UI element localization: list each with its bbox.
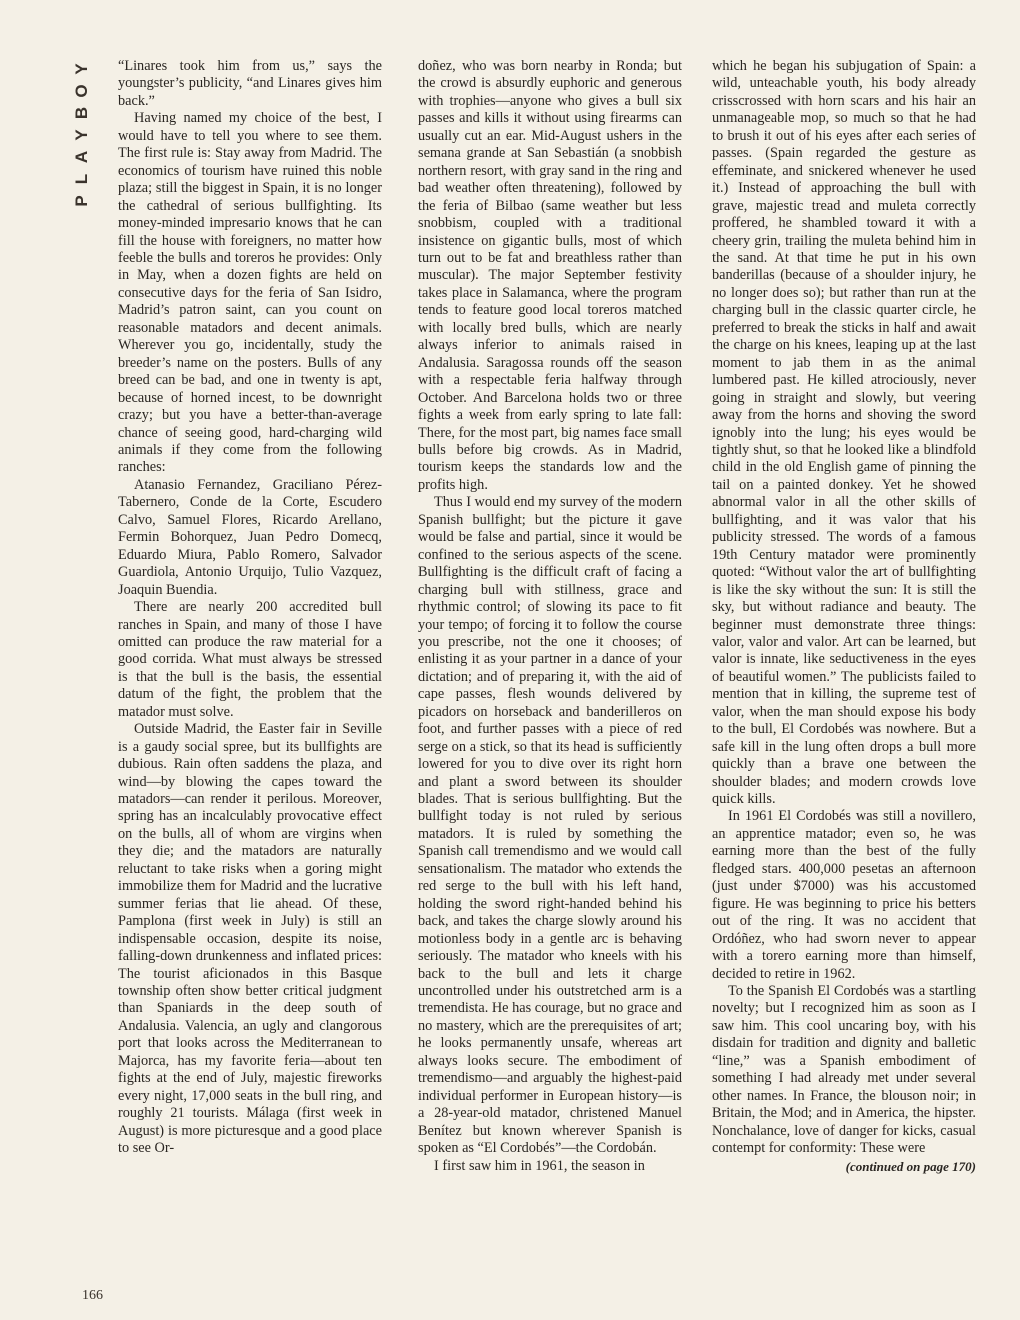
paragraph: There are nearly 200 accredited bull ranches in Spain, and many of those I have omitted can produce the raw material for a good corrida. What must always be stressed is that the bull is the basis, the essential datum of the fight, the problem that the matador must solve. [118, 599, 382, 720]
paragraph: doñez, who was born nearby in Ronda; but the crowd is absurdly euphoric and generous with trophies—anyone who gives a bull six passes and kills it without using firearms can usually cut an ear. Mid-August ushers in the semana grande at San Sebastián (a snobbish northern resort, with gray sand in the ring and bad weather often threatening), followed by the feria of Bilbao (same weather but less snobbism, coupled with a traditional insistence on gigantic bulls, most of which turn out to be fat and breathless rather than muscular). The major September festivity takes place in Salamanca, where the program tends to feature good local toreros matched with locally bred bulls, which are nearly always inferior to animals raised in Andalusia. Saragossa rounds off the season with a respectable feria halfway through October. And Barcelona holds two or three fights a week from early spring to late fall: There, for the most part, big names face small bulls before big crowds. As in Madrid, tourism keeps the standards low and the profits high. [418, 58, 682, 493]
paragraph: I first saw him in 1961, the season in [434, 1157, 645, 1174]
column-3 [712, 58, 976, 1175]
page-number: 166 [82, 1288, 103, 1303]
column-2 [418, 58, 682, 1175]
paragraph: In 1961 El Cordobés was still a novillero, an apprentice matador; even so, he was earning more than the best of the fully fledged stars. 400,000 pesetas an afternoon (just under $7000) was his accustomed figure. He was beginning to price his betters out of the ring. It was no accident that Ordóñez, who had sworn never to appear with a torero earning more than himself, decided to retire in 1962. [712, 808, 976, 982]
paragraph: “Linares took him from us,” says the youngster’s publicity, “and Linares gives him back.” [118, 58, 382, 109]
paragraph: Thus I would end my survey of the modern Spanish bullfight; but the picture it gave would be false and partial, since it would be confined to the serious aspects of the scene. Bullfighting is the difficult craft of facing a charging bull with stillness, grace and rhythmic control; of slowing its pace to fit your tempo; of forcing it to follow the course you prescribe, not the one it chooses; of enlisting it as your partner in a dance of your dictation; and of preparing it, with the aid of cape passes, flesh wounds delivered by picadors on horseback and banderilleros on foot, and further passes with a piece of red serge on a stick, so that its head is sufficiently lowered for you to dive over its right horn and plant a sword between its shoulder blades. That is serious bullfighting. But the bullfight today is not ruled by serious matadors. It is ruled by something the Spanish call tremendismo and we would call sensationalism. The matador who extends the red serge to the bull with his left hand, holding the sword right-handed behind his back, and takes the charge slowly around his motionless body in a gentle arc is behaving seriously. The matador who kneels with his back to the bull and lets it charge uncontrolled under his outstretched arm is a tremendista. He has courage, but no grace and no mastery, which are the prerequisites of art; he looks permanently unsafe, whereas art always looks secure. The embodiment of tremendismo—and arguably the highest-paid individual performer in European history—is a 28-year-old matador, christened Manuel Benítez but known wherever Spanish is spoken as “El Cordobés”—the Cordobán. [418, 494, 682, 1157]
paragraph: Atanasio Fernandez, Graciliano Pérez-Tabernero, Conde de la Corte, Escudero Calvo, Samuel Flores, Ricardo Arellano, Fermin Bohorquez, Juan Pedro Domecq, Eduardo Miura, Pablo Romero, Salvador Guardiola, Antonio Urquijo, Tulio Vazquez, Joaquin Buendia. [118, 476, 382, 598]
masthead-vertical: Y O B Y A L P [72, 63, 91, 207]
column-1 [118, 58, 382, 1158]
paragraph: To the Spanish El Cordobés was a startling novelty; but I recognized him as soon as I saw him. This cool uncaring boy, with his disdain for tradition and dignity and balletic “line,” was a Spanish embodiment of something I had already met under several other names. In France, the blouson noir; in Britain, the Mod; and in America, the hipster. Nonchalance, love of danger for kicks, casual contempt for conformity: These were [712, 983, 976, 1157]
continued-notice: (continued on page 170) [845, 1158, 976, 1174]
paragraph: Outside Madrid, the Easter fair in Seville is a gaudy social spree, but its bullfights are dubious. Rain often saddens the plaza, and wind—by blowing the capes toward the matadors—can render it perilous. Moreover, spring has an incalculably provocative effect on the bulls, all of whom are virgins when they die; and the matadors are naturally reluctant to take risks when a goring might immobilize them for Madrid and the lucrative summer ferias that lie ahead. Of these, Pamplona (first week in July) is still an indispensable occasion, despite its noise, falling-down drunkenness and inflated prices: The tourist aficionados in this Basque township often show better critical judgment than Spaniards in the deep south of Andalusia. Valencia, an ugly and clangorous port that looks across the Mediterranean to Majorca, has my favorite feria—about ten fights at the end of July, majestic fireworks every night, 17,000 seats in the bull ring, and roughly 21 tourists. Málaga (first week in August) is more picturesque and a good place to see Or- [118, 721, 382, 1157]
paragraph: Having named my choice of the best, I would have to tell you where to see them. The first rule is: Stay away from Madrid. The economics of tourism have ruined this noble plaza; still the biggest in Spain, it is no longer the cathedral of serious bullfighting. Its money-minded impresario knows that he can fill the house with foreigners, no matter how feeble the bulls and toreros he provides: Only in May, when a dozen fights are held on consecutive days for the feria of San Isidro, Madrid’s patron saint, can you count on reasonable matadors and decent animals. Wherever you go, incidentally, study the breeder’s name on the posters. Bulls of any breed can be bad, and one in twenty is apt, because of horned incest, to be downright crazy; but you have a better-than-average chance of seeing good, hard-charging wild animals if they come from the following ranches: [118, 110, 382, 476]
paragraph: which he began his subjugation of Spain: a wild, unteachable youth, his body already crisscrossed with horn scars and his hair an unmanageable mop, so much so that he had to brush it out of his eyes after each series of passes. (Spain regarded the gesture as effeminate, and snickered whenever he used it.) Instead of approaching the bull with grave, majestic tread and muleta correctly proffered, he shambled toward it with a cheery grin, trailing the muleta behind him in the sand. At that time he put in his own banderillas (because of a shoulder injury, he no longer does so); but rather than run at the charging bull in the classic quarter circle, he preferred to break the sticks in half and await the charge on his knees, leaping up at the last moment to jab them in as the animal lumbered past. He killed atrociously, never going in straight and slowly, but veering away from the horns and shoving the sword ignobly into the lung; his eyes would be tightly shut, so that he looked like a blindfold child in the old English game of pinning the tail on a painted donkey. Yet he showed abnormal valor in all the other skills of bullfighting, and it was valor that his publicity stressed. The words of a famous 19th Century matador were prominently quoted: “Without valor the art of bullfighting is like the sky without the sun: It is still the sky, but without radiance and beauty. The beginner must demonstrate three things: valor, valor and valor. Art can be learned, but valor is innate, like seductiveness in the eyes of beautiful women.” The publicists failed to mention that in killing, the supreme test of valor, when the man should expose his body to the bull, El Cordobés was nowhere. But a safe kill in the lung often drops a bull more quickly than a brave one between the shoulder blades; and modern crowds love quick kills. [712, 58, 976, 808]
